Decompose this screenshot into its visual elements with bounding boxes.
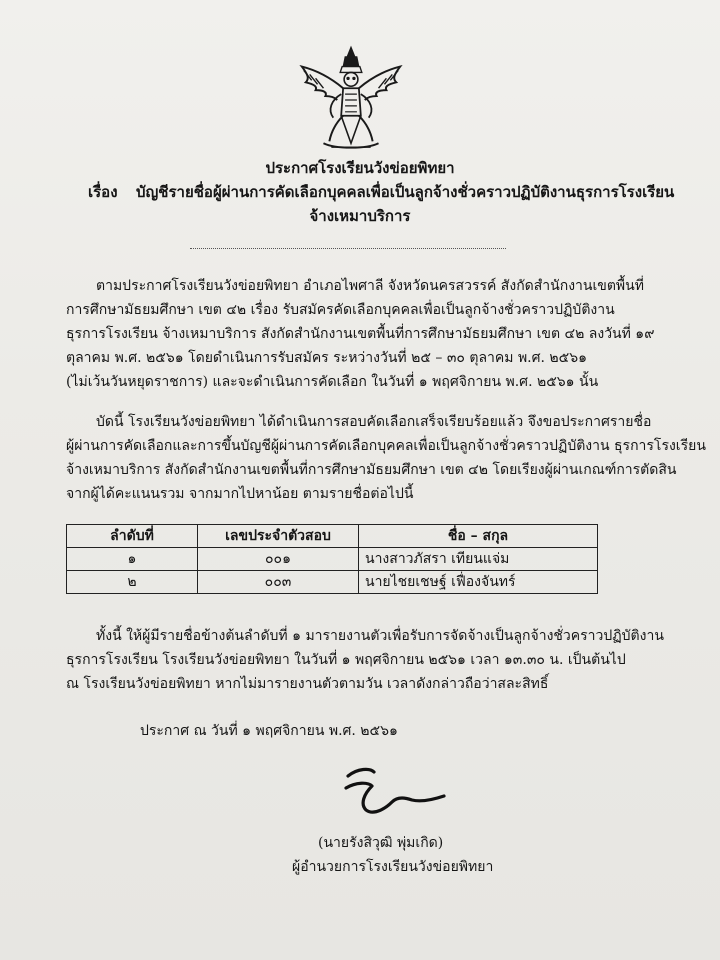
- column-header-rank: ลำดับที่: [67, 525, 198, 548]
- paragraph-line: ธุรการโรงเรียน โรงเรียนวังข่อยพิทยา ในวันที่ ๑ พฤศจิกายน ๒๕๖๑ เวลา ๑๓.๓๐ น. เป็นต้นไป: [66, 652, 626, 668]
- subject-label: เรื่อง: [88, 183, 118, 201]
- paragraph-line: ผู้ผ่านการคัดเลือกและการขึ้นบัญชีผู้ผ่านการคัดเลือกบุคคลเพื่อเป็นลูกจ้างชั่วคราวปฏิบัติงาน ธุรการโรงเรียน: [66, 438, 706, 454]
- intro-paragraph: [66, 274, 666, 394]
- paragraph-line: ตามประกาศโรงเรียนวังข่อยพิทยา อำเภอไพศาลี จังหวัดนครสวรรค์ สังกัดสำนักงานเขตพื้นที่: [96, 278, 644, 294]
- name-cell: นางสาวภัสรา เทียนแจ่ม: [359, 548, 598, 571]
- paragraph-line: การศึกษามัธยมศึกษา เขต ๔๒ เรื่อง รับสมัครคัดเลือกบุคคลเพื่อเป็นลูกจ้างชั่วคราวปฏิบัติงาน: [66, 302, 615, 318]
- column-header-full-name: ชื่อ – สกุล: [359, 525, 598, 548]
- dotted-divider: [190, 248, 506, 249]
- exam-id-cell: ๐๐๑: [198, 548, 359, 571]
- document-title: ประกาศโรงเรียนวังข่อยพิทยา: [265, 159, 455, 177]
- paragraph-line: (ไม่เว้นวันหยุดราชการ) และจะดำเนินการคัดเลือก ในวันที่ ๑ พฤศจิกายน พ.ศ. ๒๕๖๑ นั้น: [66, 374, 599, 390]
- table-row: [67, 571, 598, 594]
- paragraph-line: ณ โรงเรียนวังข่อยพิทยา หากไม่มารายงานตัวตามวัน เวลาดังกล่าวถือว่าสละสิทธิ์: [66, 676, 549, 692]
- paragraph-line: ตุลาคม พ.ศ. ๒๕๖๑ โดยดำเนินการรับสมัคร ระหว่างวันที่ ๒๕ – ๓๐ ตุลาคม พ.ศ. ๒๕๖๑: [66, 350, 588, 366]
- signer-name: (นายรังสิวุฒิ พุ่มเกิด): [318, 835, 444, 851]
- table-header-row: [67, 525, 598, 548]
- results-table: [66, 524, 598, 594]
- column-header-exam-id: เลขประจำตัวสอบ: [198, 525, 359, 548]
- subject-text: บัญชีรายชื่อผู้ผ่านการคัดเลือกบุคคลเพื่อเป็นลูกจ้างชั่วคราวปฏิบัติงานธุรการโรงเรียน: [136, 183, 675, 201]
- paragraph-line: จากผู้ได้คะแนนรวม จากมากไปหาน้อย ตามรายชื่อต่อไปนี้: [66, 486, 414, 502]
- rank-cell: ๒: [67, 571, 198, 594]
- handwritten-signature: [340, 758, 450, 818]
- paragraph-line: จ้างเหมาบริการ สังกัดสำนักงานเขตพื้นที่การศึกษามัธยมศึกษา เขต ๔๒ โดยเรียงผู้ผ่านเกณฑ์การตัดสิน: [66, 462, 677, 478]
- paragraph-line: บัดนี้ โรงเรียนวังข่อยพิทยา ได้ดำเนินการสอบคัดเลือกเสร็จเรียบร้อยแล้ว จึงขอประกาศรายชื่อ: [96, 414, 652, 430]
- announcement-date: ประกาศ ณ วันที่ ๑ พฤศจิกายน พ.ศ. ๒๕๖๑: [140, 723, 398, 739]
- instruction-paragraph: [66, 624, 666, 696]
- announcement-paragraph: [66, 410, 706, 506]
- signer-position: ผู้อำนวยการโรงเรียนวังข่อยพิทยา: [292, 859, 494, 875]
- paragraph-line: ธุรการโรงเรียน จ้างเหมาบริการ สังกัดสำนักงานเขตพื้นที่การศึกษามัธยมศึกษา เขต ๔๒ ลงวันที่ ๑๙: [66, 326, 655, 342]
- subject-line: [88, 180, 674, 204]
- exam-id-cell: ๐๐๓: [198, 571, 359, 594]
- paragraph-line: ทั้งนี้ ให้ผู้มีรายชื่อข้างต้นลำดับที่ ๑ มารายงานตัวเพื่อรับการจัดจ้างเป็นลูกจ้างชั่วคราวปฏิบัติงาน: [96, 628, 664, 644]
- rank-cell: ๑: [67, 548, 198, 571]
- name-cell: นายไชยเชษฐ์ เฟื่องจันทร์: [359, 571, 598, 594]
- garuda-emblem-icon: [292, 44, 410, 156]
- table-row: [67, 548, 598, 571]
- subject-continuation: จ้างเหมาบริการ: [309, 207, 411, 225]
